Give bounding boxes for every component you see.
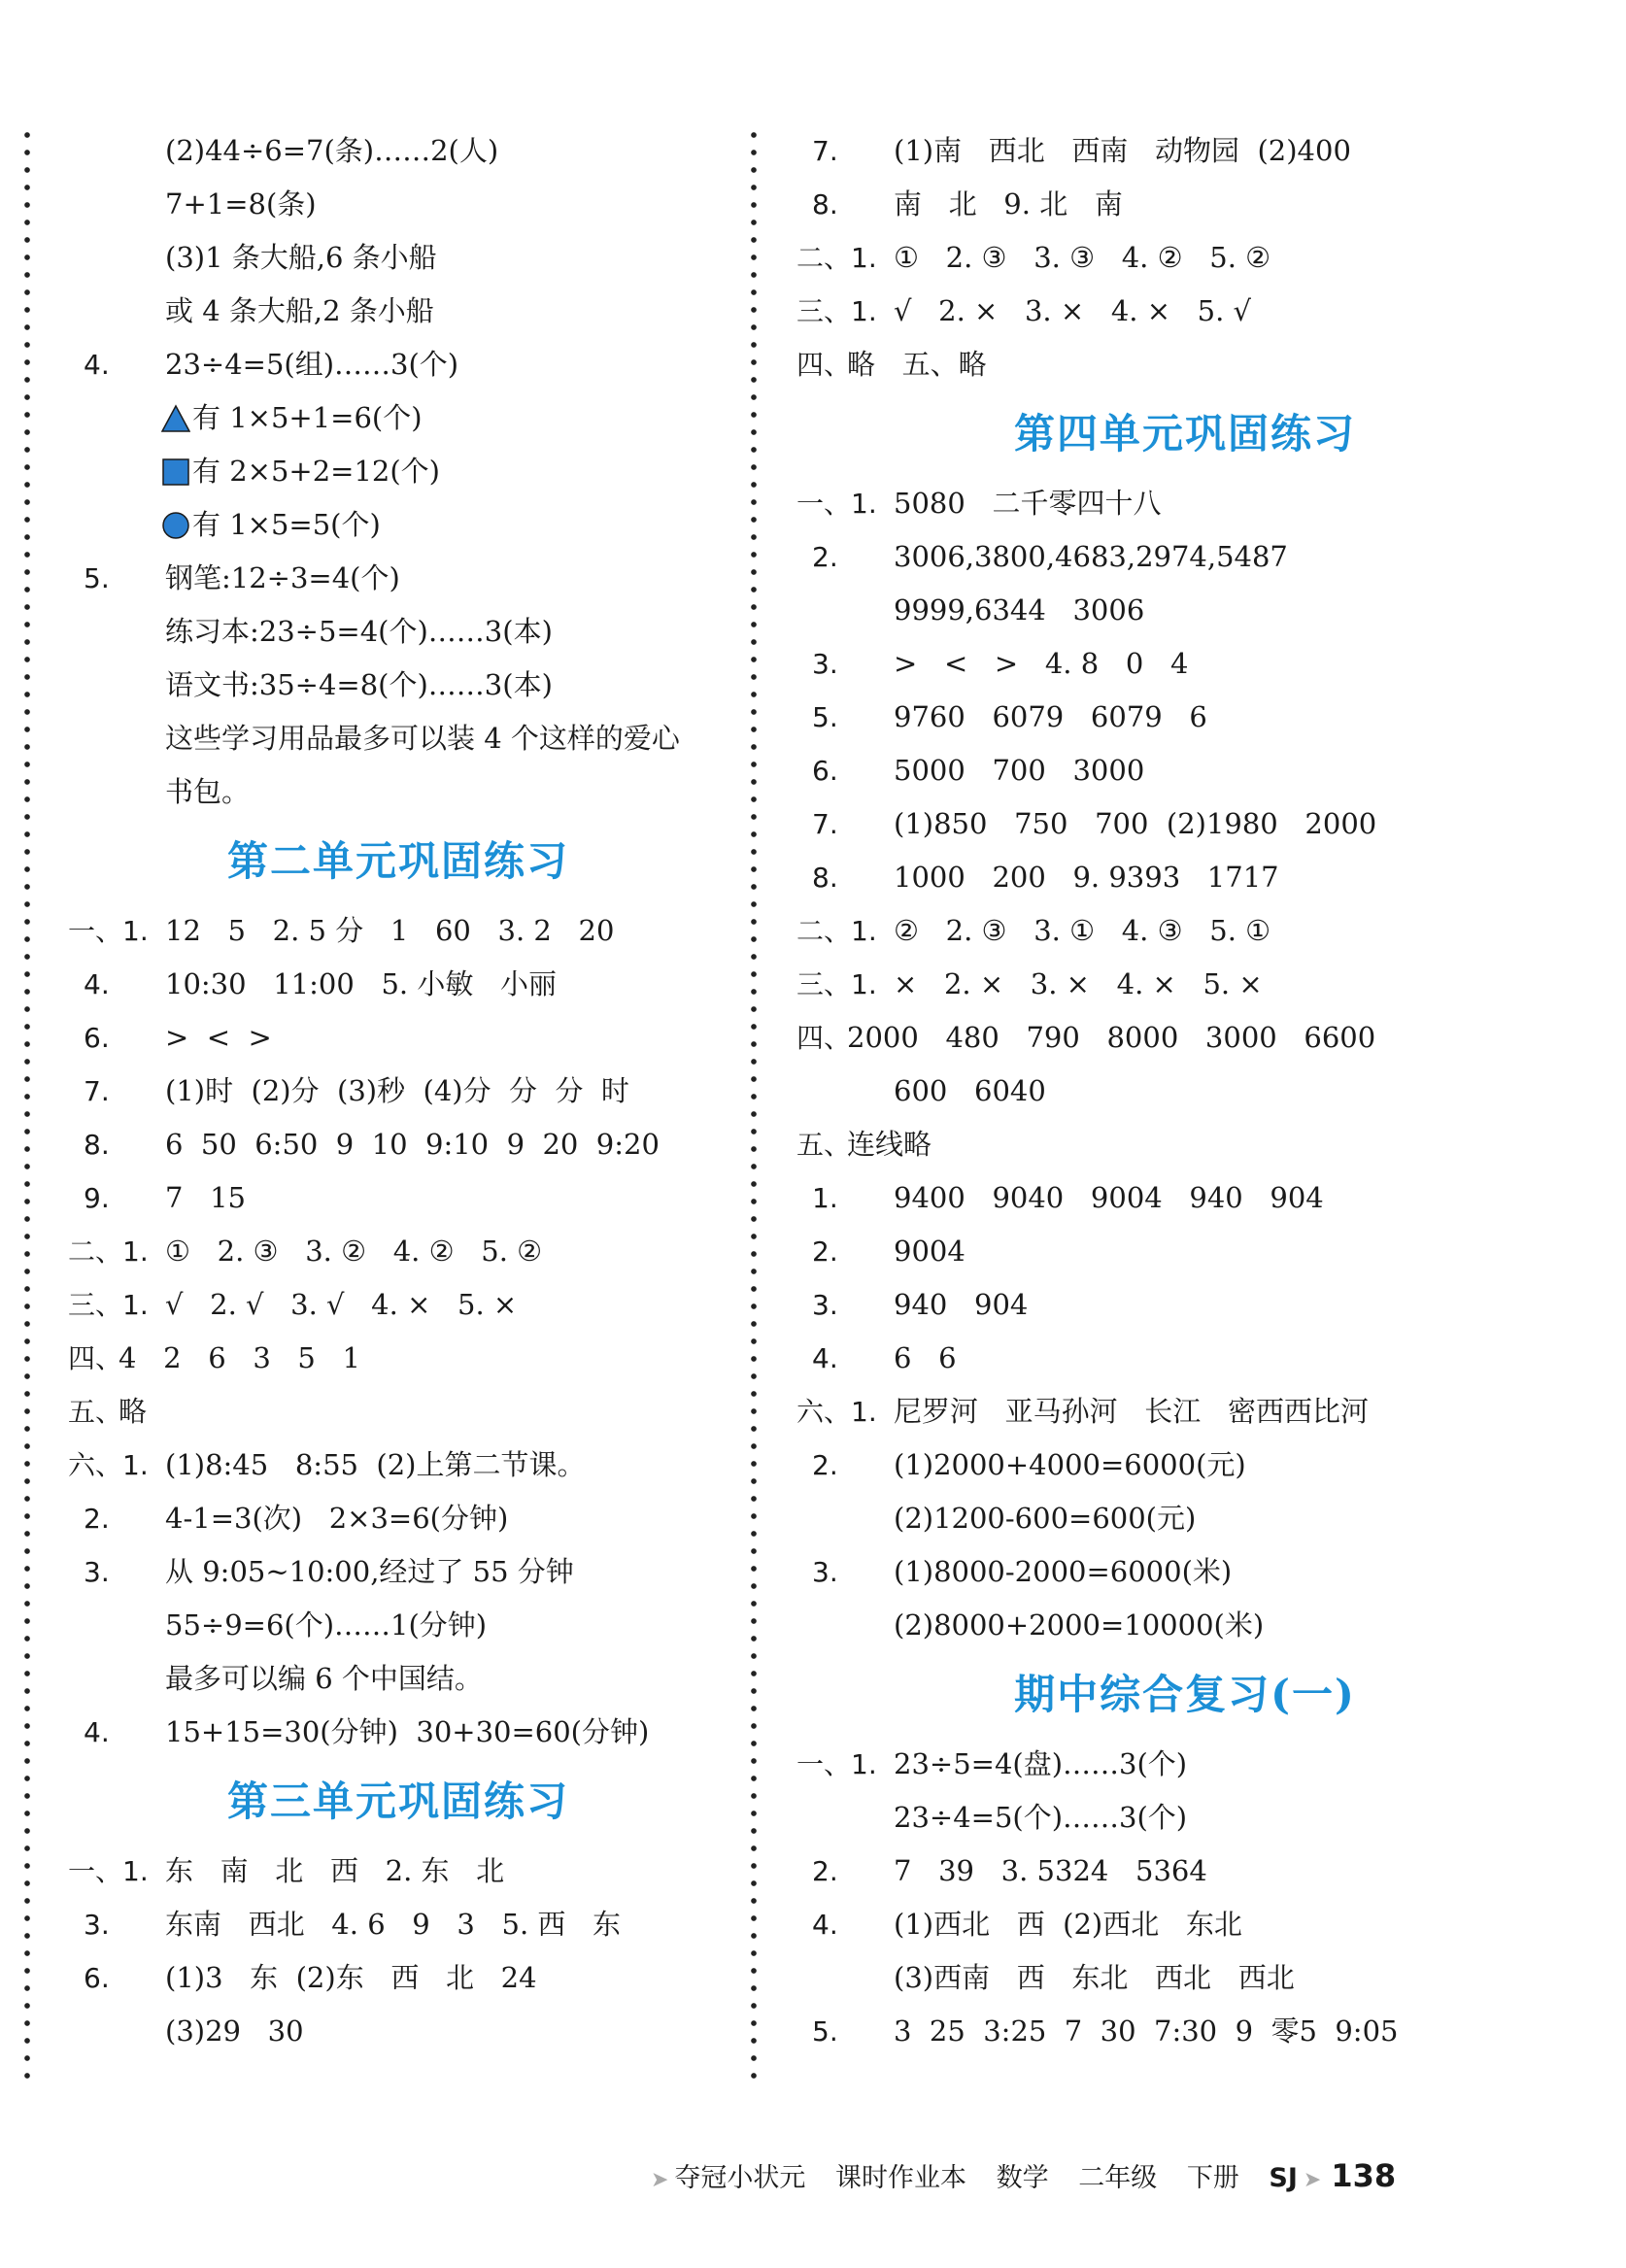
answer-text: 9004 [894, 1235, 965, 1268]
answer-line [68, 712, 728, 765]
answer-text: 7 15 [165, 1181, 247, 1214]
item-number: 2. [812, 1855, 838, 1887]
answer-line [68, 338, 728, 391]
answer-line [68, 1706, 728, 1759]
answer-line [796, 124, 1574, 178]
answer-text: ① 2. ③ 3. ③ 4. ② 5. ② [894, 241, 1271, 274]
answer-line [796, 1898, 1574, 1951]
footer-book: 课时作业本 [835, 2163, 967, 2193]
answer-text: 55÷9=6(个)……1(分钟) [165, 1608, 488, 1642]
item-number: 7. [812, 808, 838, 840]
answer-line [68, 2005, 728, 2058]
section-heading: 期中综合复习(一) [1014, 1671, 1356, 1718]
answer-line [796, 178, 1574, 231]
answer-text: 南 北 9. 北 南 [894, 187, 1123, 220]
answer-text: (3)1 条大船,6 条小船 [165, 241, 437, 274]
answer-text: × 2. × 3. × 4. × 5. × [894, 967, 1263, 1000]
answer-line [68, 445, 728, 498]
item-number: 5. [812, 2015, 838, 2048]
answer-text: √ 2. × 3. × 4. × 5. √ [894, 294, 1252, 327]
answer-text: 23÷4=5(组)……3(个) [165, 348, 459, 381]
answer-line [796, 1439, 1574, 1492]
item-number: 3. [812, 648, 838, 680]
item-number: 三、1. [796, 295, 877, 327]
section-heading: 第四单元巩固练习 [1013, 410, 1356, 457]
answer-line [68, 958, 728, 1011]
answer-line [68, 1545, 728, 1599]
item-number: 1. [812, 1182, 838, 1214]
page-number: 138 [1331, 2157, 1397, 2194]
answer-line [796, 1225, 1574, 1278]
answer-text: ② 2. ③ 3. ① 4. ③ 5. ① [894, 914, 1271, 947]
answer-text: 东 南 北 西 2. 东 北 [165, 1854, 505, 1887]
answer-text: (1)850 750 700 (2)1980 2000 [894, 807, 1377, 840]
answer-line [68, 178, 728, 231]
answer-line [68, 1171, 728, 1225]
answer-line [796, 1332, 1574, 1385]
answer-text: ① 2. ③ 3. ② 4. ② 5. ② [165, 1235, 543, 1268]
answer-text: (2)1200-600=600(元) [894, 1502, 1197, 1535]
item-number: 六、1. [68, 1449, 149, 1481]
item-number: 3. [812, 1289, 838, 1321]
answer-line [68, 1951, 728, 2005]
answer-text: 7+1=8(条) [165, 187, 317, 220]
answer-line [796, 1738, 1574, 1791]
answer-line [796, 851, 1574, 904]
arrow-icon: ➤ [1303, 2168, 1322, 2192]
answer-text: (3)西南 西 东北 西北 西北 [894, 1961, 1295, 1994]
answer-line [68, 1065, 728, 1118]
answer-line [796, 1065, 1574, 1118]
answer-line [796, 1011, 1574, 1065]
answer-text: 940 904 [894, 1288, 1029, 1321]
page-footer [651, 2147, 1417, 2205]
item-number: 6. [84, 1022, 110, 1054]
answer-line [796, 797, 1574, 851]
answer-text: 9999,6344 3006 [894, 593, 1145, 626]
item-number: 8. [812, 188, 838, 220]
item-number: 8. [84, 1129, 110, 1161]
answer-text: (1)时 (2)分 (3)秒 (4)分 分 分 时 [165, 1074, 629, 1107]
answer-line [796, 691, 1574, 744]
answer-text: (1)2000+4000=6000(元) [894, 1448, 1246, 1481]
answer-text: 略 [119, 1395, 148, 1428]
answer-text: 1000 200 9. 9393 1717 [894, 861, 1279, 894]
item-number: 三、1. [68, 1289, 149, 1321]
circle-icon [161, 511, 190, 540]
item-number: 2. [812, 541, 838, 573]
footer-brand: 夺冠小状元 [674, 2163, 806, 2193]
answer-line [68, 659, 728, 712]
answer-line [796, 1599, 1574, 1652]
answer-text: 3 25 3:25 7 30 7:30 9 零5 9:05 [894, 2014, 1399, 2048]
answer-line [796, 1545, 1574, 1599]
item-number: 4. [84, 1716, 110, 1748]
middle-dotted-divider [750, 126, 758, 2088]
item-number: 一、1. [68, 1855, 149, 1887]
answer-text: 15+15=30(分钟) 30+30=60(分钟) [165, 1715, 650, 1748]
answer-line [796, 1492, 1574, 1545]
item-number: 7. [812, 135, 838, 167]
answer-text: 5000 700 3000 [894, 754, 1145, 787]
footer-subject: 数学 [996, 2163, 1049, 2193]
item-number: 3. [84, 1556, 110, 1588]
answer-line [68, 1898, 728, 1951]
left-dotted-border [23, 126, 31, 2088]
answer-line [796, 1385, 1574, 1439]
answer-text: 5080 二千零四十八 [894, 487, 1162, 520]
arrow-icon: ➤ [651, 2168, 669, 2192]
item-number: 6. [812, 755, 838, 787]
triangle-icon [161, 404, 190, 433]
item-number: 4. [812, 1342, 838, 1374]
answer-text: 连线略 [847, 1128, 932, 1161]
answer-line [68, 1439, 728, 1492]
item-number: 一、1. [796, 1748, 877, 1780]
item-number: 3. [812, 1556, 838, 1588]
answer-text: 有 2×5+2=12(个) [192, 455, 440, 488]
answer-text: √ 2. √ 3. √ 4. × 5. × [165, 1288, 518, 1321]
answer-text: 600 6040 [894, 1074, 1046, 1107]
answer-text: 练习本:23÷5=4(个)……3(本) [165, 615, 553, 648]
answer-text: 略 五、略 [847, 348, 987, 381]
answer-line [68, 1118, 728, 1171]
answer-line [796, 744, 1574, 797]
footer-edition: SJ [1269, 2163, 1298, 2193]
answer-text: 6 50 6:50 9 10 9:10 9 20 9:20 [165, 1128, 660, 1161]
item-number: 三、1. [796, 968, 877, 1000]
answer-line [68, 1278, 728, 1332]
answer-text: (1)3 东 (2)东 西 北 24 [165, 1961, 537, 1994]
footer-grade: 二年级 [1078, 2163, 1158, 2193]
answer-line [796, 1791, 1574, 1845]
item-number: 一、1. [796, 488, 877, 520]
answer-text: > < > [165, 1021, 272, 1054]
item-number: 五、 [796, 1129, 852, 1161]
answer-text: 最多可以编 6 个中国结。 [165, 1662, 483, 1695]
answer-text: (1)南 西北 西南 动物园 (2)400 [894, 134, 1351, 167]
answer-text: 有 1×5+1=6(个) [192, 401, 423, 434]
item-number: 4. [84, 349, 110, 381]
answer-text: 2000 480 790 8000 3000 6600 [847, 1021, 1376, 1054]
answer-text: 23÷5=4(盘)……3(个) [894, 1747, 1188, 1780]
answer-text: 9760 6079 6079 6 [894, 700, 1207, 733]
answer-line [796, 1118, 1574, 1171]
answer-text: (2)8000+2000=10000(米) [894, 1608, 1265, 1642]
item-number: 二、1. [796, 915, 877, 947]
answer-line [68, 498, 728, 552]
answer-text: 东南 西北 4. 6 9 3 5. 西 东 [165, 1908, 622, 1941]
item-number: 2. [812, 1236, 838, 1268]
answer-line [68, 231, 728, 285]
answer-line [68, 285, 728, 338]
answer-line [68, 1492, 728, 1545]
item-number: 9. [84, 1182, 110, 1214]
answer-line [796, 1278, 1574, 1332]
item-number: 二、1. [796, 242, 877, 274]
answer-line [796, 1171, 1574, 1225]
answer-line [796, 584, 1574, 637]
left-column [68, 124, 728, 2058]
answer-text: 6 6 [894, 1341, 957, 1374]
item-number: 5. [84, 562, 110, 594]
answer-text: 或 4 条大船,2 条小船 [165, 294, 434, 327]
answer-text: 从 9:05~10:00,经过了 55 分钟 [165, 1555, 574, 1588]
answer-text: 语文书:35÷4=8(个)……3(本) [165, 668, 553, 701]
answer-line [68, 1845, 728, 1898]
item-number: 5. [812, 701, 838, 733]
answer-text: 10:30 11:00 5. 小敏 小丽 [165, 967, 557, 1000]
item-number: 4. [812, 1909, 838, 1941]
item-number: 2. [812, 1449, 838, 1481]
answer-line [796, 231, 1574, 285]
answer-line [796, 285, 1574, 338]
answer-text: 书包。 [165, 775, 251, 808]
answer-text: 这些学习用品最多可以装 4 个这样的爱心 [165, 722, 680, 755]
answer-text: > < > 4. 8 0 4 [894, 647, 1189, 680]
answer-text: 4-1=3(次) 2×3=6(分钟) [165, 1502, 509, 1535]
answer-line [796, 958, 1574, 1011]
answer-line [68, 1011, 728, 1065]
answer-line [796, 637, 1574, 691]
answer-line [796, 2005, 1574, 2058]
item-number: 8. [812, 862, 838, 894]
square-icon [161, 457, 190, 487]
item-number: 7. [84, 1075, 110, 1107]
item-number: 2. [84, 1503, 110, 1535]
answer-line [68, 1599, 728, 1652]
answer-line [68, 124, 728, 178]
answer-line [796, 1951, 1574, 2005]
answer-text: 7 39 3. 5324 5364 [894, 1854, 1207, 1887]
answer-line [796, 1845, 1574, 1898]
answer-line [68, 904, 728, 958]
answer-line [68, 391, 728, 445]
answer-line [796, 530, 1574, 584]
answer-line [68, 1652, 728, 1706]
item-number: 四、 [796, 1022, 852, 1054]
right-column [796, 124, 1574, 2058]
answer-line [68, 605, 728, 659]
item-number: 4. [84, 968, 110, 1000]
item-number: 四、 [68, 1342, 123, 1374]
answer-line [68, 1225, 728, 1278]
answer-line [68, 765, 728, 819]
answer-text: 12 5 2. 5 分 1 60 3. 2 20 [165, 914, 615, 947]
answer-line [796, 338, 1574, 391]
item-number: 四、 [796, 349, 852, 381]
answer-line [68, 1385, 728, 1439]
item-number: 二、1. [68, 1236, 149, 1268]
answer-text: 钢笔:12÷3=4(个) [165, 561, 400, 594]
item-number: 3. [84, 1909, 110, 1941]
answer-line [796, 904, 1574, 958]
section-heading: 第二单元巩固练习 [226, 837, 569, 885]
answer-text: (1)8000-2000=6000(米) [894, 1555, 1233, 1588]
answer-text: 4 2 6 3 5 1 [119, 1341, 360, 1374]
answer-line [68, 1332, 728, 1385]
section-heading: 第三单元巩固练习 [226, 1777, 569, 1825]
answer-text: 9400 9040 9004 940 904 [894, 1181, 1324, 1214]
answer-line [68, 552, 728, 605]
answer-text: 23÷4=5(个)……3(个) [894, 1801, 1188, 1834]
answer-text: 3006,3800,4683,2974,5487 [894, 540, 1288, 573]
footer-volume: 下册 [1186, 2163, 1239, 2193]
item-number: 6. [84, 1962, 110, 1994]
item-number: 六、1. [796, 1396, 877, 1428]
answer-text: (2)44÷6=7(条)……2(人) [165, 134, 499, 167]
answer-line [796, 477, 1574, 530]
answer-text: 尼罗河 亚马孙河 长江 密西西比河 [894, 1395, 1369, 1428]
answer-text: (3)29 30 [165, 2014, 304, 2048]
item-number: 五、 [68, 1396, 123, 1428]
item-number: 一、1. [68, 915, 149, 947]
answer-text: 有 1×5=5(个) [192, 508, 381, 541]
answer-text: (1)西北 西 (2)西北 东北 [894, 1908, 1242, 1941]
answer-text: (1)8:45 8:55 (2)上第二节课。 [165, 1448, 586, 1481]
